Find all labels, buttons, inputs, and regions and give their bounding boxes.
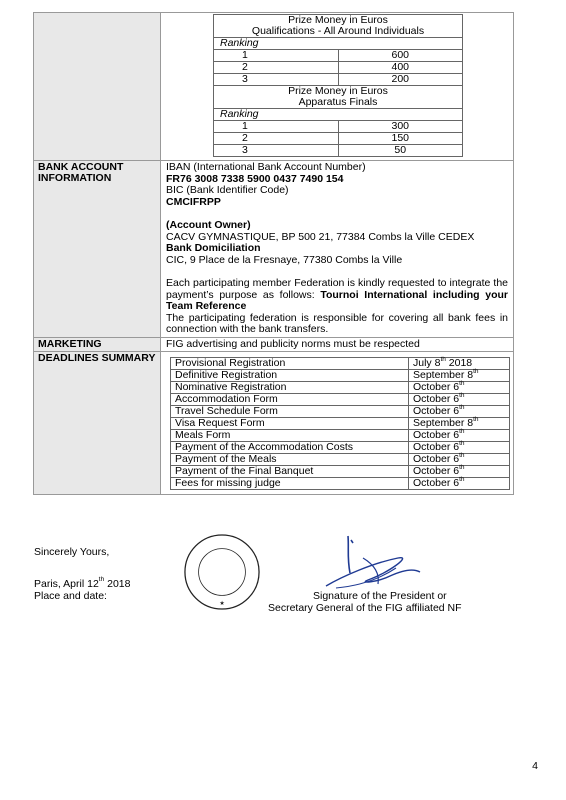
sincerely-text: Sincerely Yours,: [34, 546, 110, 558]
bank-cell: [161, 161, 514, 338]
prize-row-aa-2: 2 400: [214, 62, 463, 74]
prize-table: [213, 14, 463, 157]
deadline-date: October 6th: [409, 382, 510, 394]
signature-line-2: Secretary General of the FIG affiliated NF: [268, 602, 462, 614]
prize-row-app-3: 3 50: [214, 145, 463, 157]
deadline-item: Nominative Registration: [171, 382, 409, 394]
prize-title: Prize Money in Euros Qualifications - All Around Individuals: [214, 15, 463, 38]
deadline-date: October 6th: [409, 454, 510, 466]
prize-cell: [161, 13, 514, 161]
place-label: Place and date:: [34, 590, 107, 602]
deadlines-row: [34, 352, 514, 495]
ranking-label: Ranking: [214, 38, 463, 50]
prize-row: [34, 13, 514, 161]
prize-title-apparatus: Prize Money in Euros Apparatus Finals: [214, 86, 463, 109]
prize-label-cell: [34, 13, 161, 161]
bank-label: BANK ACCOUNT INFORMATION: [34, 161, 161, 338]
bic-label: BIC (Bank Identifier Code): [166, 184, 289, 196]
prize-row-app-1: 1 300: [214, 121, 463, 133]
deadline-date: October 6th: [409, 406, 510, 418]
page-number: 4: [532, 760, 538, 772]
deadline-date: September 8th: [409, 370, 510, 382]
deadline-row: [171, 406, 510, 418]
ranking-label: Ranking: [214, 109, 463, 121]
federation-stamp: [183, 533, 261, 611]
deadline-item: Meals Form: [171, 430, 409, 442]
deadline-item: Payment of the Meals: [171, 454, 409, 466]
domiciliation-label: Bank Domiciliation: [166, 242, 261, 254]
deadlines-cell: [161, 352, 514, 495]
deadline-date: October 6th: [409, 478, 510, 490]
prize-row-aa-1: 1 600: [214, 50, 463, 62]
deadline-date: October 6th: [409, 394, 510, 406]
deadline-date: October 6th: [409, 430, 510, 442]
signature-line-1: Signature of the President or: [313, 590, 447, 602]
prize-row-aa-3: 3 200: [214, 74, 463, 86]
marketing-label: MARKETING: [34, 337, 161, 352]
deadline-date: October 6th: [409, 466, 510, 478]
purpose-text: Each participating member Federation is kindly requested to integrate the payment’s purpose as follows: Tournoi International including your Team Reference: [166, 277, 508, 312]
deadline-date: October 6th: [409, 442, 510, 454]
marketing-text: FIG advertising and publicity norms must be respected: [161, 337, 514, 352]
owner-value: CACV GYMNASTIQUE, BP 500 21, 77384 Combs la Ville CEDEX: [166, 230, 475, 243]
deadline-item: Provisional Registration: [171, 358, 409, 370]
deadline-row: [171, 478, 510, 490]
deadline-row: [171, 358, 510, 370]
signature-image: [318, 528, 428, 598]
marketing-row: [34, 337, 514, 352]
prize-row-app-2: 2 150: [214, 133, 463, 145]
deadline-item: Accommodation Form: [171, 394, 409, 406]
bank-row: [34, 161, 514, 338]
deadline-item: Definitive Registration: [171, 370, 409, 382]
place-date: Paris, April 12th 2018: [34, 576, 131, 590]
iban-label: IBAN (International Bank Account Number): [166, 161, 366, 173]
deadline-item: Payment of the Final Banquet: [171, 466, 409, 478]
fees-text: The participating federation is responsible for covering all bank fees in connection with the bank transfers.: [166, 311, 508, 335]
deadlines-label: DEADLINES SUMMARY: [34, 352, 161, 495]
deadline-item: Payment of the Accommodation Costs: [171, 442, 409, 454]
deadline-item: Visa Request Form: [171, 418, 409, 430]
owner-label: (Account Owner): [166, 219, 251, 231]
svg-text:★: ★: [219, 601, 225, 608]
deadline-item: Fees for missing judge: [171, 478, 409, 490]
bic-value: CMCIFRPP: [166, 195, 221, 208]
deadline-item: Travel Schedule Form: [171, 406, 409, 418]
deadlines-table: [170, 357, 510, 490]
info-table: [33, 12, 514, 495]
deadline-date: July 8th 2018: [409, 358, 510, 370]
iban-value: FR76 3008 7338 5900 0437 7490 154: [166, 172, 344, 185]
deadline-date: September 8th: [409, 418, 510, 430]
domiciliation-value: CIC, 9 Place de la Fresnaye, 77380 Combs la Ville: [166, 253, 403, 266]
